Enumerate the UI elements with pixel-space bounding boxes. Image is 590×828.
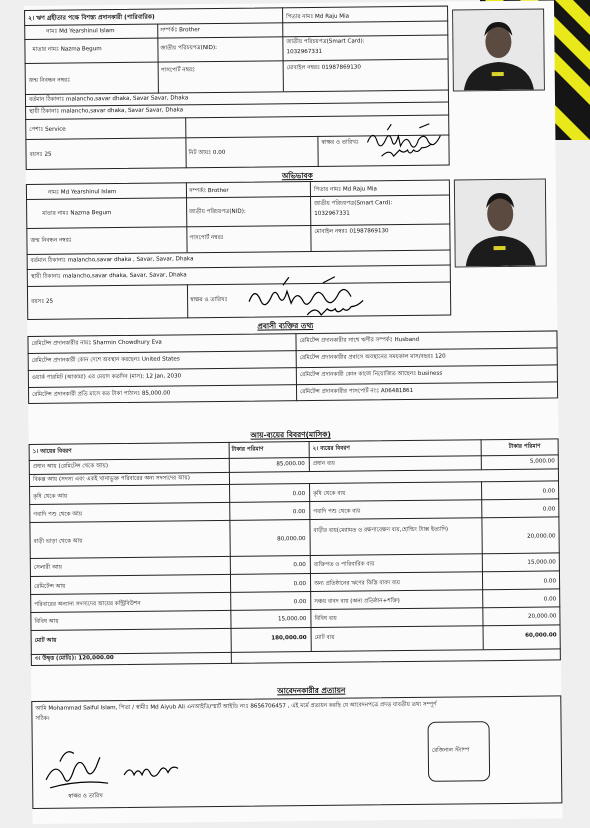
- guarantor-relation: সম্পর্কঃ Brother: [160, 27, 201, 34]
- regional-stamp-label: রেজিনাল স্ট্যাম্প: [431, 747, 470, 754]
- expat-title: প্রবাসী ব্যক্তির তথ্য: [257, 320, 314, 331]
- total-income-value: 180,000.00: [271, 635, 307, 642]
- guardian-passport: পাসপোর্ট নম্বরঃ: [189, 234, 224, 242]
- income-row-label: রেমিটেন্স আয়: [34, 583, 66, 590]
- income-row-value: 0.00: [292, 491, 306, 498]
- guardian-present-address: বর্তমান ঠিকানাঃ malancho,savar dhaka , Savar, Savar, Dhaka: [30, 256, 194, 264]
- expat-occupation: রেমিটেন্স প্রদানকারী কোন কাজে নিয়োজিত আছেনঃ business: [299, 370, 443, 379]
- surplus-total: ৩। উদ্বৃত্ত (মোটঃ): 120,000.00: [34, 655, 114, 662]
- guardian-signature: [243, 274, 393, 322]
- guarantor-name: নামঃ Md Yearshinul Islam: [46, 28, 115, 35]
- income-row-label: কৃষি থেকে আয়: [33, 493, 68, 500]
- guarantor-photo: [452, 9, 545, 92]
- guardian-permanent-address: স্থায়ী ঠিকানাঃ malancho,savar dhaka, Savar, Savar, Dhaka: [30, 272, 187, 280]
- income-row-label: বিবিধ আয়: [34, 618, 59, 625]
- guardian-photo: [454, 179, 547, 268]
- expense-row-value: 20,000.00: [527, 533, 556, 540]
- guarantor-nid: জাতীয় পরিচয়পত্র(NID):: [160, 44, 218, 52]
- guarantor-title: ২। ঋণ গ্রহীতার পক্ষে বিশস্ত্য প্রদানকারী (পারিবারিক): [28, 13, 155, 22]
- guardian-sign-label: স্বাক্ষর ও তারিখঃ: [190, 296, 228, 304]
- income-header: ১। আয়ের বিবরণ: [32, 448, 72, 455]
- expense-row-label: সঞ্চয় বাবদ ব্যয় (অন্য প্রতিষ্ঠান+শক্তি): [314, 598, 400, 605]
- guarantor-passport: পাসপোর্ট নম্বরঃ: [160, 67, 196, 74]
- guarantor-age: বয়সঃ 25: [29, 151, 52, 158]
- primary-income-value: 85,000.00: [276, 461, 305, 468]
- expense-row-value: 0.00: [542, 488, 556, 495]
- guarantor-income: নিট আয়ঃ 0.00: [188, 149, 226, 157]
- applicant-signature: [40, 740, 201, 798]
- guardian-smartcard: 1032967331: [314, 210, 350, 217]
- guardian-relation: সম্পর্কঃ Brother: [188, 187, 229, 195]
- expense-row-value: 15,000.00: [527, 559, 556, 566]
- primary-expense-value: 5,000.00: [529, 458, 555, 465]
- income-row-value: 15,000.00: [277, 616, 307, 623]
- guarantor-father: পিতার নামঃ Md Raju Mia: [286, 13, 350, 21]
- primary-expense-label: প্রধান ব্যয়: [312, 460, 335, 468]
- guarantor-signature: [363, 122, 453, 169]
- income-row-value: 0.00: [293, 581, 307, 588]
- declaration-title: আবেদনকারীর প্রত্যায়ন: [277, 685, 346, 696]
- declaration-line-1: আমি Mohammad Saiful Islam, পিতা / স্বামীঃ Md Aiyub Ali এনআইডি/স্মার্ট আইডি নংঃ 8656706457 , এই মর্মে প্রত্যয়ন করছি যে আবেদনপত্রে প্রদত্ত যাবতীয় তথ্য সম্পূর্ণ: [35, 701, 437, 712]
- income-row-label: বাড়ী ভাড়া থেকে আয়: [33, 538, 83, 545]
- income-row-value: 0.00: [293, 562, 306, 569]
- application-form-page: [24, 0, 563, 824]
- guarantor-present-address: বর্তমান ঠিকানাঃ malancho,savar dhaka, Savar Savar, Dhaka: [28, 95, 189, 103]
- expense-header: ২। ব্যয়ের বিবরণ: [312, 445, 350, 453]
- guardian-father: পিতার নামঃ Md Raju Mia: [313, 186, 377, 193]
- expense-row-label: কৃষি থেকে ব্যয়: [313, 490, 346, 497]
- expat-country: রেমিটেন্স প্রদানকারী কোন দেশে অবস্থান করছেনঃ United States: [31, 356, 180, 364]
- expense-row-label: ব্যক্তিগত ও পারিবারিক ব্যয়: [313, 561, 375, 568]
- expense-row-value: 0.00: [542, 506, 556, 513]
- expense-row-value: 0.00: [543, 578, 557, 585]
- guardian-nid: জাতীয় পরিচয়পত্র(NID):: [189, 208, 246, 216]
- expense-row-value: 0.00: [543, 596, 557, 603]
- guarantor-occupation: পেশাঃ Service: [29, 126, 66, 133]
- budget-title: আয়-ব্যয়ের বিবরণ(মাসিক): [250, 429, 331, 440]
- declaration-line-2: সঠিক।: [35, 715, 50, 722]
- income-row-value: 0.00: [293, 599, 307, 606]
- expat-passport: রেমিটেন্স প্রদানকারীর পাসপোর্ট নংঃ A06481861: [300, 387, 414, 396]
- applicant-sign-label: স্বাক্ষর ও তারিখ: [68, 793, 103, 800]
- income-row-value: 80,000.00: [277, 536, 306, 543]
- person-photo-icon: [453, 10, 544, 91]
- expat-relation: রেমিটেন্স প্রদানকারীর সাথে ঋণীর সম্পর্কঃ Husband: [299, 336, 420, 345]
- expat-monthly-remit: রেমিটেন্স প্রদানকারী প্রতি মাসে কত টাকা পাঠানঃ 85,000.00: [32, 390, 171, 398]
- expense-row-value: 20,000.00: [527, 613, 557, 620]
- guardian-age: বয়সঃ 25: [31, 298, 54, 305]
- expense-row-label: বাড়ীর ব্যয়(মেরামত ও রক্ষণাবেক্ষণ ব্যয়,হোল্ডিং ট্যাক্স ইত্যাদি): [313, 526, 449, 534]
- income-row-label: সেলারী আয়: [33, 564, 62, 571]
- guardian-mobile: মোবাইল নম্বরঃ 01987869130: [314, 228, 389, 235]
- guardian-mother: মাতার নামঃ Nazma Begum: [42, 210, 112, 217]
- other-income-note: বিকল্প আয় (সদস্য এবং একই খানাভুক্ত পরিবারের অন্য সদস্যদের আয়): [32, 475, 190, 483]
- expat-name: রেমিটেন্স প্রদানকারীর নামঃ Sharmin Chowdhury Eva: [31, 339, 162, 347]
- guardian-smartcard-label: জাতীয় পরিচয়পত্র(Smart Card):: [314, 200, 393, 207]
- expense-row-label: বিবিধ ব্যয়: [314, 615, 337, 622]
- expat-work-permit: ওয়ার্ক পারমিট (আকামা) এর মেয়াদ কতদিন (মাস): 12 Jan, 2030: [31, 373, 182, 381]
- guarantor-dob: জন্ম নিবন্ধন নম্বরঃ: [28, 77, 71, 84]
- primary-income-label: প্রধান আয় (রেমিটেন্স থেকে আয়): [32, 463, 109, 470]
- guarantor-sign-label: স্বাক্ষর ও তারিখঃ: [321, 139, 359, 146]
- expense-row-label: গবাদি পশু থেকে ব্যয়: [313, 508, 361, 515]
- income-row-value: 0.00: [292, 509, 306, 516]
- guarantor-smartcard-label: জাতীয় পরিচয়পত্র(Smart Card):: [286, 38, 365, 46]
- guarantor-mother: মাতার নামঃ Nazma Begum: [32, 46, 102, 53]
- income-row-label: পরিবারের অন্যান্য সদস্যদের আয়ের কন্ট্রিবিউশন: [34, 600, 141, 608]
- guarantor-mobile: মোবাইল নম্বরঃ 01987869130: [286, 64, 361, 72]
- guardian-name: নামঃ Md Yearshinul Islam: [47, 189, 117, 196]
- total-expense-label: মোট ব্যয়: [314, 634, 335, 641]
- income-row-label: গবাদি পশু থেকে আয়: [33, 511, 83, 518]
- expense-amount-header: টাকার পরিমাণ: [508, 443, 541, 450]
- total-expense-value: 60,000.00: [525, 632, 557, 639]
- expense-row-label: অন্য প্রতিষ্ঠানের ঋণের কিস্তি বাবদ ব্যয়: [314, 580, 400, 587]
- expat-duration: রেমিটেন্স প্রদানকারীর প্রবাসে অবস্থানের সময়কাল মাস/বছরঃ 120: [299, 353, 446, 362]
- person-photo-icon: [455, 180, 546, 267]
- income-amount-header: টাকার পরিমাণ: [231, 446, 264, 453]
- guarantor-permanent-address: স্থায়ী ঠিকানাঃ malancho,savar dhaka, Savar Savar, Dhaka: [29, 107, 184, 115]
- guarantor-smartcard: 1032967331: [286, 48, 323, 56]
- guardian-dob: জন্ম নিবন্ধন নম্বরঃ: [30, 237, 72, 244]
- guardian-title: অভিভাবক: [281, 170, 313, 181]
- total-income-label: মোট আয়: [34, 637, 57, 644]
